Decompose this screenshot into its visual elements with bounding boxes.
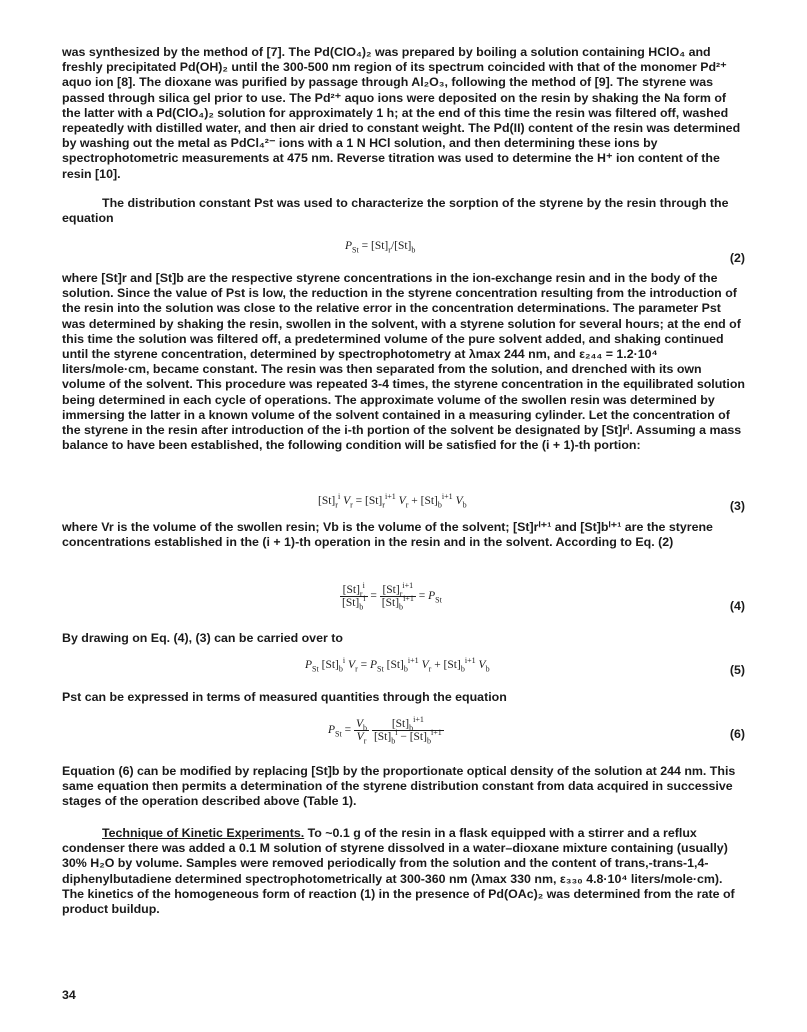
paragraph-distribution-constant: The distribution constant Pst was used to characterize the sorption of the styrene by the resin through the equation	[62, 196, 729, 226]
equation-number-4: (4)	[729, 599, 745, 613]
paragraph-drawing-on: By drawing on Eq. (4), (3) can be carried over to	[62, 631, 343, 645]
equation-number-5: (5)	[729, 663, 745, 677]
equation-6: $P_{St}$ = $\frac{V_b}{V_r}$ $\frac{[St]_b^{i+1}}{[St]_b^i - [St]_b^{i+1}}$	[328, 715, 442, 746]
paragraph-kinetic-experiments	[62, 826, 746, 917]
paragraph-where-volumes: where Vr is the volume of the swollen resin; Vb is the volume of the solvent; [St]rⁱ⁺¹ and [St]bⁱ⁺¹ are the styrene concentrations established in the (i + 1)-th operation in the resin and in the solvent. According to Eq. (2)	[62, 520, 713, 550]
paragraph-measured-quantities: Pst can be expressed in terms of measured quantities through the equation	[62, 690, 507, 704]
equation-number-6: (6)	[729, 727, 745, 741]
section-heading-kinetic: Technique of Kinetic Experiments.	[102, 826, 305, 840]
equation-3: $[St]_r^i$ $V_r = [St]_r^{i+1}$ $V_r + [St]_b^{i+1}$ $V_b$	[318, 492, 467, 510]
paragraph-materials: was synthesized by the method of [7]. The Pd(ClO₄)₂ was prepared by boiling a solution containing HClO₄ and freshly precipitated Pd(OH)₂ until the 300-500 nm region of its spectrum coincided with that of the monomer Pd²⁺ aquo ion [8]. The dioxane was purified by passage through Al₂O₃, following the method of [9]. The styrene was passed through silica gel prior to use. The Pd²⁺ aquo ions were deposited on the resin by shaking the Na form of the latter with a Pd(ClO₄)₂ solution for approximately 1 h; at the end of this time the resin was filtered off, washed repeatedly with distilled water, and then air dried to constant weight. The Pd(II) content of the resin was determined by washing out the metal as PdCl₄²⁻ ions with a 1 N HCl solution, and then determining these ions by spectrophotometric measurements at 475 nm. Reverse titration was used to determine the H⁺ ion content of the resin [10].	[62, 45, 741, 181]
equation-5: $P_{St}$ $[St]_b^i$ $V_r = P_{St}$ $[St]_b^{i+1}$ $V_r + [St]_b^{i+1}$ $V_b$	[305, 656, 490, 674]
equation-number-3: (3)	[729, 499, 745, 513]
equation-number-2: (2)	[729, 251, 745, 265]
page-number: 34	[62, 988, 76, 1002]
paragraph-equation-6-modification: Equation (6) can be modified by replacing [St]b by the proportionate optical density of the solution at 244 nm. This same equation then permits a determination of the styrene distribution constant from data acquired in successive stages of the operation described above (Table 1).	[62, 764, 736, 809]
paragraph-where-concentrations: where [St]r and [St]b are the respective styrene concentrations in the ion-exchange resin and in the body of the solution. Since the value of Pst is low, the reduction in the styrene concentration resulting from the introduction of the resin into the solution was close to the relative error in the concentration determinations. The parameter Pst was determined by shaking the resin, swollen in the solvent, with a styrene solution for several hours; at the end of this time the solution was filtered off, a predetermined volume of the pure solvent added, and shaking continued until the styrene concentration, determined by spectrophotometry at λmax 244 nm, and ε₂₄₄ = 1.2·10⁴ liters/mole·cm, became constant. The resin was then separated from the solution, and drenched with its own volume of the solvent. This procedure was repeated 3-4 times, the styrene concentration in the equilibrated solution being determined in each cycle of operations. The approximate volume of the swollen resin was determined by immersing the latter in a known volume of the solvent contained in a measuring cylinder. Let the concentration of the styrene in the resin after introduction of the i-th portion of the solvent be designated by [St]rⁱ. Assuming a mass balance to have been established, the following condition will be satisfied for the (i + 1)-th portion:	[62, 271, 746, 453]
kinetic-body: To ~0.1 g of the resin in a flask equipped with a stirrer and a reflux condenser there was added a 0.1 M solution of styrene dissolved in a water–dioxane mixture containing (usually) 30% H₂O by volume. Samples were removed periodically from the solution and the content of trans,-trans-1,4-diphenylbutadiene determined spectrophotometrically at 300-360 nm (λmax 330 nm, ε₃₃₀ 4.8·10⁴ liters/mole·cm). The kinetics of the homogeneous form of reaction (1) in the presence of Pd(OAc)₂ was determined from the rate of product buildup.	[62, 826, 735, 917]
equation-2: $P_{St} = [St]_r/[St]_b$	[345, 240, 416, 255]
equation-4: $\frac{[St]_r^i}{[St]_b^i}$ = $\frac{[St]_r^{i+1}}{[St]_b^{i+1}}$ = $P_{St}$	[342, 581, 442, 612]
